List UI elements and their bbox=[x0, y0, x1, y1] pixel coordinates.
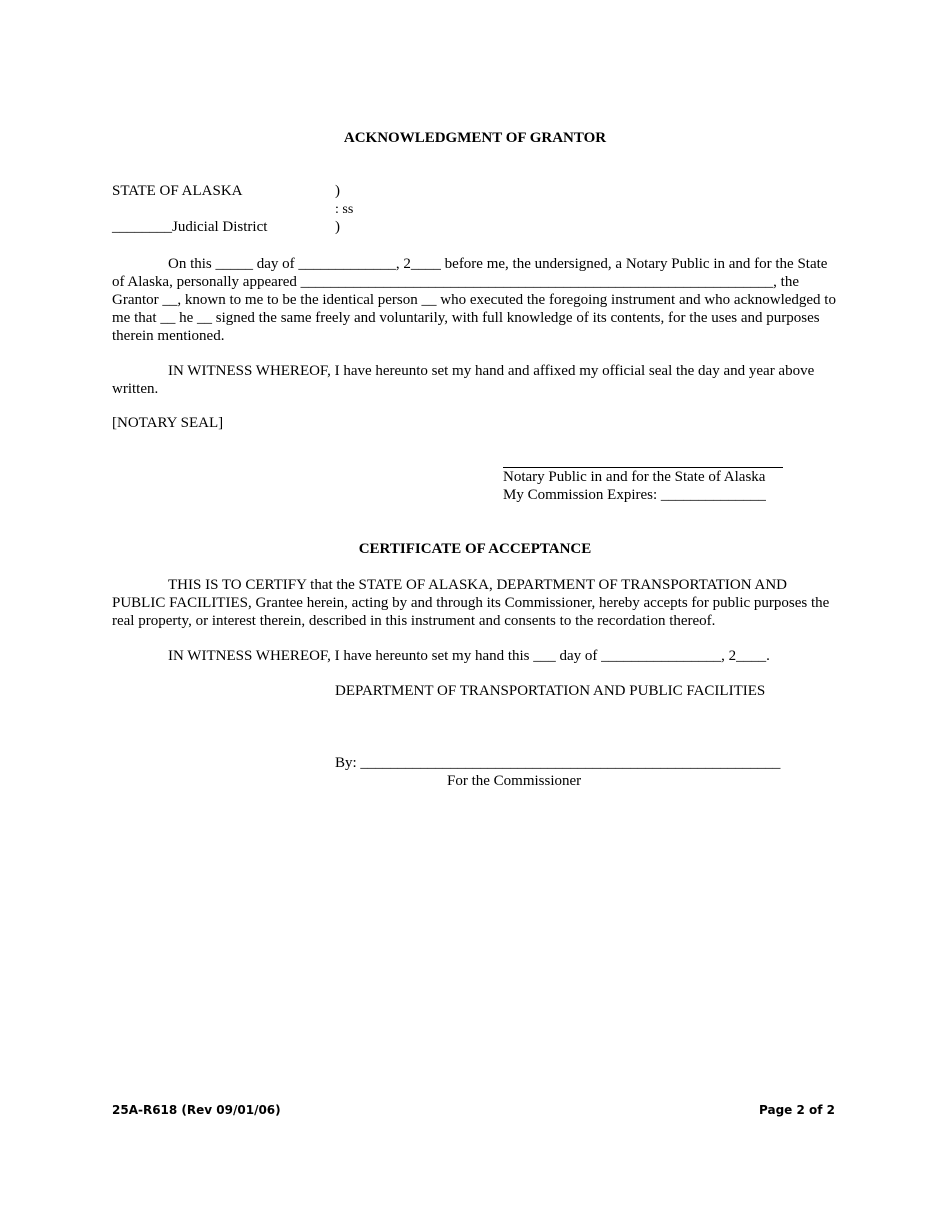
certificate-witness: IN WITNESS WHEREOF, I have hereunto set my hand this ___ day of ________________, 2____. bbox=[168, 648, 770, 664]
notary-signature-line bbox=[503, 467, 783, 468]
district-label: Judicial District bbox=[172, 219, 268, 235]
commission-expires: My Commission Expires: ______________ bbox=[503, 487, 766, 503]
certificate-body: THIS IS TO CERTIFY that the STATE OF ALASKA, DEPARTMENT OF TRANSPORTATION AND PUBLIC FACILITIES, Grantee herein, acting by and through its Commissioner, hereby accepts for public purposes the real property, or interest therein, described in this instrument and consents to the recordation thereof. bbox=[112, 577, 830, 629]
notary-title: Notary Public in and for the State of Alaska bbox=[503, 469, 766, 485]
certificate-paragraph bbox=[112, 576, 840, 630]
judicial-district bbox=[112, 219, 267, 236]
department-name: DEPARTMENT OF TRANSPORTATION AND PUBLIC FACILITIES bbox=[335, 683, 766, 699]
district-blank: ________ bbox=[112, 219, 172, 235]
state-label: STATE OF ALASKA bbox=[112, 183, 243, 199]
certificate-title: CERTIFICATE OF ACCEPTANCE bbox=[358, 541, 592, 557]
form-id: 25A-R618 (Rev 09/01/06) bbox=[112, 1103, 281, 1117]
acknowledgment-witness-paragraph bbox=[112, 362, 840, 398]
notary-seal: [NOTARY SEAL] bbox=[112, 415, 224, 431]
acknowledgment-paragraph bbox=[112, 255, 840, 345]
page-number: Page 2 of 2 bbox=[759, 1103, 835, 1117]
acknowledgment-body: On this _____ day of _____________, 2____ before me, the undersigned, a Notary Public in and for the State of Alaska, personally appeared _______________________________________________________________, the Grantor __, known to me to be the identical person __ who executed the foregoing instrument and who acknowledged to me that __ he __ signed the same freely and voluntarily, with full knowledge of its contents, for the uses and purposes therein mentioned. bbox=[112, 256, 836, 344]
by-signature-line: By: ________________________________________________________ bbox=[335, 755, 781, 771]
venue-ss: : ss bbox=[335, 202, 354, 217]
venue-paren-close: ) bbox=[335, 219, 340, 235]
acknowledgment-title: ACKNOWLEDGMENT OF GRANTOR bbox=[343, 130, 607, 146]
for-the-commissioner: For the Commissioner bbox=[447, 773, 582, 789]
acknowledgment-witness-text: IN WITNESS WHEREOF, I have hereunto set my hand and affixed my official seal the day and year above written. bbox=[112, 363, 815, 397]
venue-paren-open: ) bbox=[335, 183, 340, 199]
